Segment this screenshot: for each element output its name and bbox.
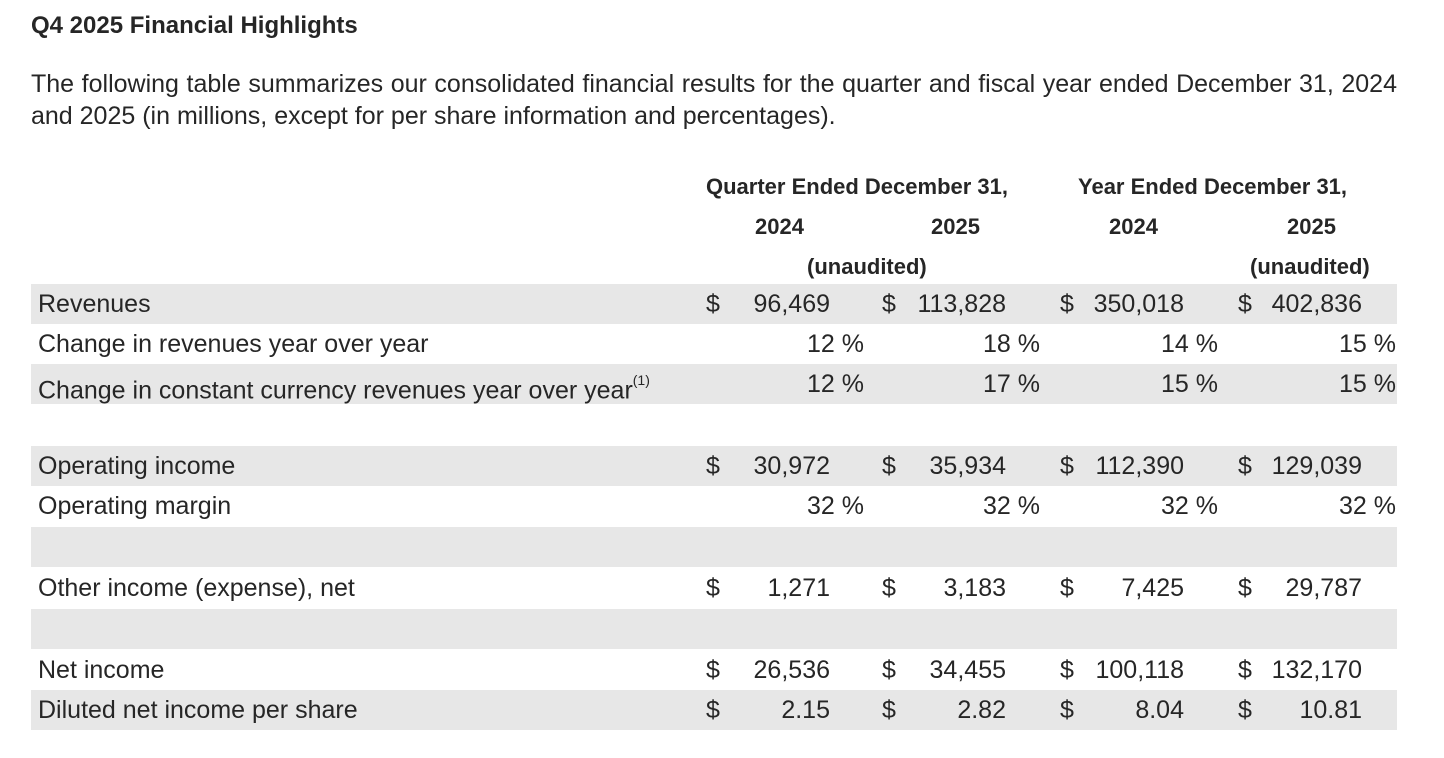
currency-symbol: $ (706, 656, 720, 684)
row-label (38, 486, 231, 526)
table-row (0, 324, 1444, 364)
table-row (0, 609, 1444, 649)
amount-value: 2.15 (781, 696, 830, 724)
currency-symbol: $ (706, 452, 720, 480)
table-row (0, 568, 1444, 608)
amount-value: 7,425 (1121, 574, 1184, 602)
percentage-value: 12 % (807, 330, 864, 358)
amount-value: 350,018 (1093, 290, 1184, 318)
row-label (38, 446, 235, 486)
row-label-text: Operating income (38, 452, 236, 480)
currency-symbol: $ (1060, 696, 1074, 724)
amount-value: 34,455 (929, 656, 1006, 684)
header-quarter-unaudited: (unaudited) (807, 254, 927, 279)
amount-value: 112,390 (1095, 452, 1184, 480)
currency-symbol: $ (1060, 656, 1074, 684)
footnote-marker: (1) (632, 372, 650, 388)
row-label (38, 324, 429, 364)
percentage-value: 17 % (983, 370, 1040, 398)
percentage-value: 32 % (807, 492, 864, 520)
percentage-value: 15 % (1339, 330, 1396, 358)
header-year-ended: Year Ended December 31, (1078, 174, 1348, 199)
row-label-text: Operating margin (38, 492, 232, 520)
table-row (0, 527, 1444, 567)
table-row (0, 486, 1444, 526)
amount-value: 8.04 (1135, 696, 1184, 724)
percentage-value: 18 % (983, 330, 1040, 358)
percentage-value: 14 % (1161, 330, 1218, 358)
page-title: Q4 2025 Financial Highlights (31, 12, 358, 39)
row-label-text: Other income (expense), net (38, 574, 355, 602)
currency-symbol: $ (1238, 452, 1252, 480)
row-label (38, 690, 358, 730)
amount-value: 132,170 (1271, 656, 1362, 684)
amount-value: 113,828 (917, 290, 1006, 318)
percentage-value: 32 % (1161, 492, 1218, 520)
currency-symbol: $ (882, 452, 896, 480)
amount-value: 100,118 (1095, 656, 1184, 684)
amount-value: 35,934 (929, 452, 1006, 480)
amount-value: 1,271 (767, 574, 830, 602)
row-label (38, 364, 650, 404)
amount-value: 402,836 (1271, 290, 1362, 318)
currency-symbol: $ (1238, 290, 1252, 318)
percentage-value: 12 % (807, 370, 864, 398)
currency-symbol: $ (882, 656, 896, 684)
amount-value: 29,787 (1285, 574, 1362, 602)
currency-symbol: $ (1238, 696, 1252, 724)
currency-symbol: $ (882, 574, 896, 602)
amount-value: 10.81 (1299, 696, 1362, 724)
table-row (0, 284, 1444, 324)
row-label (38, 568, 355, 608)
table-row (0, 405, 1444, 445)
percentage-value: 15 % (1161, 370, 1218, 398)
currency-symbol: $ (706, 290, 720, 318)
row-label (38, 650, 164, 690)
currency-symbol: $ (706, 696, 720, 724)
header-quarter-2025: 2025 (931, 214, 980, 239)
header-year-2024: 2024 (1109, 214, 1158, 239)
row-label (38, 284, 151, 324)
row-label-text: Revenues (38, 290, 151, 318)
amount-value: 96,469 (753, 290, 830, 318)
currency-symbol: $ (882, 290, 896, 318)
row-label-text: Change in revenues year over year (38, 330, 429, 358)
amount-value: 2.82 (957, 696, 1006, 724)
currency-symbol: $ (1060, 574, 1074, 602)
currency-symbol: $ (1238, 574, 1252, 602)
header-quarter-ended: Quarter Ended December 31, (706, 174, 1009, 199)
table-row (0, 650, 1444, 690)
currency-symbol: $ (882, 696, 896, 724)
percentage-value: 15 % (1339, 370, 1396, 398)
header-quarter-2024: 2024 (755, 214, 804, 239)
table-row (0, 364, 1444, 404)
percentage-value: 32 % (983, 492, 1040, 520)
currency-symbol: $ (706, 574, 720, 602)
currency-symbol: $ (1060, 290, 1074, 318)
percentage-value: 32 % (1339, 492, 1396, 520)
header-year-unaudited: (unaudited) (1250, 254, 1370, 279)
header-year-2025: 2025 (1287, 214, 1336, 239)
amount-value: 3,183 (943, 574, 1006, 602)
amount-value: 129,039 (1271, 452, 1362, 480)
row-label-text: Diluted net income per share (38, 696, 358, 724)
row-label-text: Net income (38, 656, 165, 684)
currency-symbol: $ (1060, 452, 1074, 480)
amount-value: 30,972 (753, 452, 830, 480)
intro-paragraph: The following table summarizes our consolidated financial results for the quarter and fiscal year ended December 31, 2024 and 2025 (in millions, except for per share information and percentages). (31, 70, 1397, 130)
table-row (0, 690, 1444, 730)
table-row (0, 446, 1444, 486)
currency-symbol: $ (1238, 656, 1252, 684)
row-label-text: Change in constant currency revenues year over year (38, 376, 633, 405)
amount-value: 26,536 (753, 656, 830, 684)
